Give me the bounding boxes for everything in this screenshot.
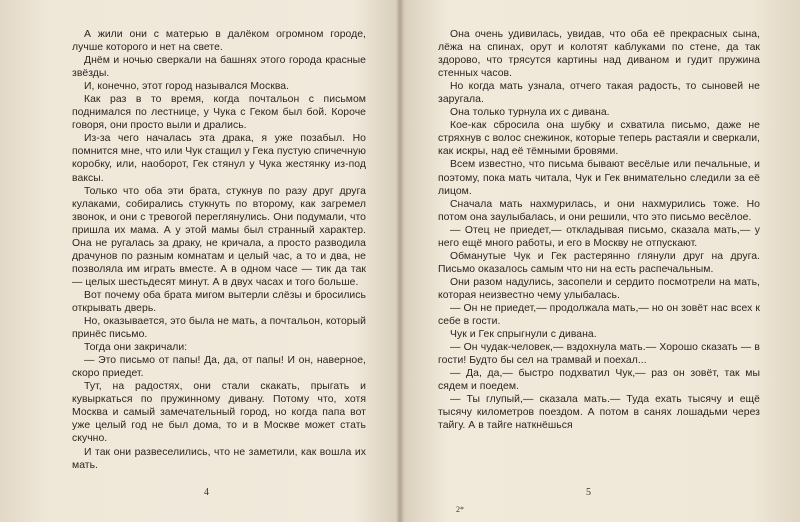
paragraph: Они разом надулись, засопели и сердито посмотрели на мать, которая неизвестно чему улыбалась. <box>438 276 760 301</box>
paragraph: Чук и Гек спрыгнули с дивана. <box>450 329 597 341</box>
paragraph: — Это письмо от папы! Да, да, от папы! И он, наверное, скоро приедет. <box>72 355 366 380</box>
paragraph: Тут, на радостях, они стали скакать, прыгать и кувыркаться по пружинному дивану. Потому что, хотя Москва и самый замечательный город, но когда папа вот уже целый год не был дома, то и в Москве может стать скучно. <box>72 381 366 445</box>
right-page <box>400 0 800 522</box>
right-page-text <box>438 28 760 432</box>
paragraph: Из-за чего началась эта драка, я уже позабыл. Но помнится мне, что или Чук стащил у Гека пустую спичечную коробку, или, наоборот, Гек стянул у Чука жестянку из-под ваксы. <box>72 133 366 184</box>
paragraph: Сначала мать нахмурилась, и они нахмурились тоже. Но потом она заулыбалась, и они решили, что это письмо весёлое. <box>438 198 760 223</box>
paragraph: Она только турнула их с дивана. <box>450 107 610 119</box>
paragraph: Но когда мать узнала, отчего такая радость, то сыновей не заругала. <box>438 81 760 106</box>
paragraph: — Ты глупый,— сказала мать.— Туда ехать тысячу и ещё тысячу километров поездом. А потом в санях лошадьми через тайгу. А в тайге наткнёшься <box>438 394 760 432</box>
paragraph: Всем известно, что письма бывают весёлые или печальные, и поэтому, пока мать читала, Чук и Гек внимательно следили за её лицом. <box>438 159 760 197</box>
paragraph: Только что оба эти брата, стукнув по разу друг друга кулаками, собирались стукнуть по второму, как загремел звонок, и они с тревогой переглянулись. Они подумали, что пришла их мама. А у этой мамы был странный характер. Она не ругалась за драку, не кричала, а просто разводила драчунов по разным комнатам и целый час, а то и два, не позволяла им играть вместе. А в одном часе — тик да так — целых шестьдесят минут. А в двух часах и того больше. <box>72 185 366 288</box>
paragraph: Кое-как сбросила она шубку и схватила письмо, даже не стряхнув с волос снежинок, которые теперь растаяли и сверкали, как искры, над её тёмными бровями. <box>438 120 760 158</box>
paragraph: Обманутые Чук и Гек растерянно глянули друг на друга. Письмо оказалось самым что ни на есть распечальным. <box>438 250 760 275</box>
paragraph: — Отец не приедет,— откладывая письмо, сказала мать,— у него ещё много работы, и его в Москву не отпускают. <box>438 224 760 249</box>
paragraph: Днём и ночью сверкали на башнях этого города красные звёзды. <box>72 55 366 80</box>
paragraph: А жили они с матерью в далёком огромном городе, лучше которого и нет на свете. <box>72 29 366 54</box>
paragraph: И, конечно, этот город назывался Москва. <box>84 81 290 93</box>
paragraph: — Он чудак-человек,— вздохнула мать.— Хорошо сказать — в гости! Будто бы сел на трамвай и поехал... <box>438 342 760 367</box>
page-number: 4 <box>204 487 209 498</box>
paragraph: Но, оказывается, это была не мать, а почтальон, который принёс письмо. <box>72 316 366 341</box>
paragraph: — Да, да,— быстро подхватил Чук,— раз он зовёт, так мы сядем и поедем. <box>438 368 760 393</box>
paragraph: Как раз в то время, когда почтальон с письмом поднимался по лестнице, у Чука с Геком был бой. Короче говоря, они просто выли и дрались. <box>72 94 366 132</box>
left-page-text <box>72 28 366 472</box>
signature-mark: 2* <box>456 505 464 514</box>
paragraph: — Он не приедет,— продолжала мать,— но он зовёт нас всех к себе в гости. <box>438 302 760 328</box>
paragraph: Она очень удивилась, увидав, что оба её прекрасных сына, лёжа на спинах, орут и колотят каблуками по стене, да так здорово, что трясутся картины над диваном и гудит пружина стенных часов. <box>438 29 760 80</box>
paragraph: Тогда они закричали: <box>84 342 188 354</box>
paragraph: И так они развеселились, что не заметили, как вошла их мать. <box>72 446 366 471</box>
paragraph: Вот почему оба брата мигом вытерли слёзы и бросились открывать дверь. <box>72 289 366 314</box>
page-number: 5 <box>586 487 591 498</box>
